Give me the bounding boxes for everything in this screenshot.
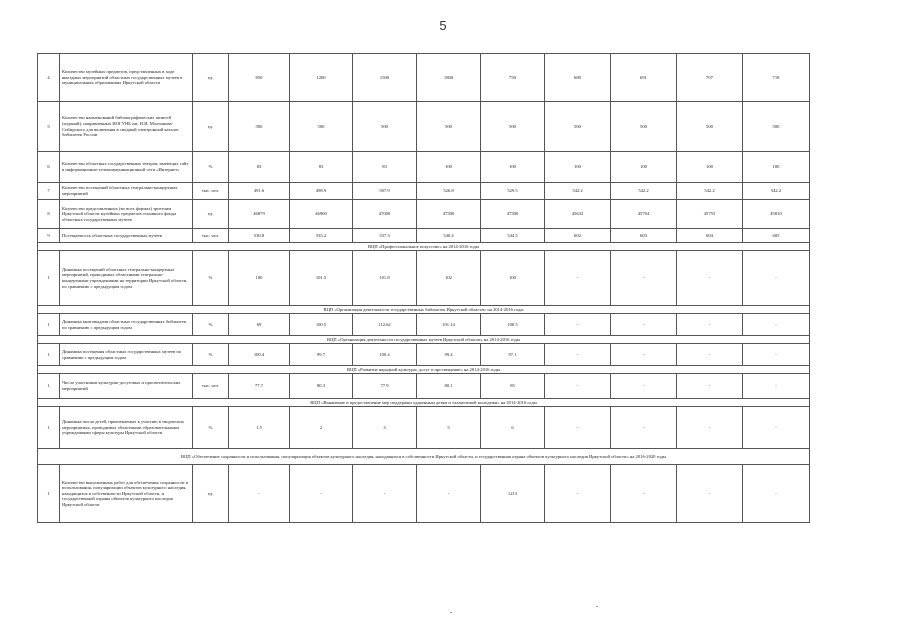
- indicator-name: Число участников культурно-досуговых и просветительских мероприятий: [60, 374, 193, 399]
- value-cell: 45755: [677, 200, 743, 229]
- unit-cell: ед.: [193, 102, 229, 152]
- value-cell: 604: [677, 229, 743, 243]
- section-title: ВЦП «Профессиональное искусство» на 2014-2016 годы: [38, 243, 810, 251]
- value-cell: 80.3: [290, 374, 353, 399]
- value-cell: -: [743, 465, 810, 523]
- value-cell: -: [611, 344, 677, 366]
- value-cell: 47500: [417, 200, 481, 229]
- indicator-name: Количество выполненных работ для обеспечения сохранности и использования, популяризации объектов культурного наследия, находящихся в собственности Иркутской области, и государственной охраны объектов культурного наследия Иркутской области: [60, 465, 193, 523]
- value-cell: 500: [545, 102, 611, 152]
- value-cell: 100.4: [353, 344, 417, 366]
- section-header-row: [38, 243, 810, 251]
- value-cell: -: [677, 251, 743, 306]
- value-cell: 101.8: [353, 251, 417, 306]
- table-row: [38, 314, 810, 336]
- value-cell: -: [353, 465, 417, 523]
- value-cell: 83: [353, 152, 417, 183]
- value-cell: 100: [481, 152, 545, 183]
- row-number: 1: [38, 251, 60, 306]
- value-cell: 100: [611, 152, 677, 183]
- indicators-table: [37, 53, 810, 523]
- value-cell: 100.4: [229, 344, 290, 366]
- value-cell: -: [677, 314, 743, 336]
- value-cell: -: [611, 314, 677, 336]
- table-row: [38, 102, 810, 152]
- value-cell: -: [677, 344, 743, 366]
- row-number: 5: [38, 102, 60, 152]
- value-cell: -: [417, 465, 481, 523]
- table-row: [38, 183, 810, 200]
- value-cell: 718: [743, 54, 810, 102]
- section-header-row: [38, 449, 810, 465]
- value-cell: 83: [229, 152, 290, 183]
- value-cell: 530.8: [229, 229, 290, 243]
- value-cell: 100.5: [290, 314, 353, 336]
- value-cell: 46900: [290, 200, 353, 229]
- value-cell: 1200: [290, 54, 353, 102]
- row-number: 1: [38, 465, 60, 523]
- value-cell: 77.9: [353, 374, 417, 399]
- value-cell: 605: [743, 229, 810, 243]
- value-cell: 112.62: [353, 314, 417, 336]
- value-cell: 1.5: [229, 407, 290, 449]
- value-cell: 500: [481, 102, 545, 152]
- section-title: ВЦП «Выявление и предоставление мер поддержки одаренным детям и талантливой молодежи» на 2014-2016 годы: [38, 399, 810, 407]
- value-cell: 100: [677, 152, 743, 183]
- value-cell: 47500: [481, 200, 545, 229]
- value-cell: 500: [417, 102, 481, 152]
- value-cell: -: [545, 407, 611, 449]
- table-row: [38, 251, 810, 306]
- unit-cell: тыс. чел.: [193, 374, 229, 399]
- value-cell: -: [611, 251, 677, 306]
- value-cell: 6: [481, 407, 545, 449]
- unit-cell: %: [193, 251, 229, 306]
- value-cell: -: [677, 407, 743, 449]
- section-title: ВЦП «Организация деятельности государственных музеев Иркутской области» на 2014-2016 годы: [38, 336, 810, 344]
- unit-cell: %: [193, 314, 229, 336]
- section-header-row: [38, 306, 810, 314]
- value-cell: 3: [353, 407, 417, 449]
- table-row: [38, 344, 810, 366]
- value-cell: -: [545, 344, 611, 366]
- table-row: [38, 152, 810, 183]
- table-row: [38, 374, 810, 399]
- row-number: 1: [38, 407, 60, 449]
- value-cell: 500: [229, 102, 290, 152]
- value-cell: 542.2: [545, 183, 611, 200]
- unit-cell: ед.: [193, 200, 229, 229]
- value-cell: 691: [611, 54, 677, 102]
- indicator-name: Посещаемость областных государственных музеев: [60, 229, 193, 243]
- value-cell: 97.1: [481, 344, 545, 366]
- value-cell: 77.7: [229, 374, 290, 399]
- value-cell: 1213: [481, 465, 545, 523]
- scan-speck: [450, 612, 452, 613]
- indicator-name: Количество наименований библиографических записей (изданий), направленных ИОГУНБ им. И.И. Молчанова-Сибирского для включения в сводный электронный каталог библиотек России: [60, 102, 193, 152]
- value-cell: -: [229, 465, 290, 523]
- value-cell: 100.5: [481, 314, 545, 336]
- row-number: 1: [38, 344, 60, 366]
- value-cell: 500: [677, 102, 743, 152]
- table-row: [38, 407, 810, 449]
- value-cell: 507.9: [353, 183, 417, 200]
- value-cell: 500: [290, 102, 353, 152]
- value-cell: 99.4: [417, 344, 481, 366]
- value-cell: -: [545, 314, 611, 336]
- value-cell: 47000: [353, 200, 417, 229]
- value-cell: 83: [290, 152, 353, 183]
- value-cell: 45704: [611, 200, 677, 229]
- indicator-name: Количество посещений областных театрально-концертных мероприятий: [60, 183, 193, 200]
- value-cell: 500: [611, 102, 677, 152]
- table-row: [38, 200, 810, 229]
- value-cell: 101.5: [290, 251, 353, 306]
- value-cell: 526.8: [417, 183, 481, 200]
- unit-cell: %: [193, 152, 229, 183]
- value-cell: 535.2: [290, 229, 353, 243]
- table-row: [38, 54, 810, 102]
- value-cell: 69: [229, 314, 290, 336]
- value-cell: 100: [545, 152, 611, 183]
- indicator-name: Динамика числа детей, привлекаемых к участию в творческих мероприятиях, проводимых областными образовательными учреждениями сферы культуры Иркутской области: [60, 407, 193, 449]
- value-cell: 542.2: [677, 183, 743, 200]
- value-cell: 102: [417, 251, 481, 306]
- value-cell: 85: [481, 374, 545, 399]
- unit-cell: %: [193, 407, 229, 449]
- value-cell: 100: [417, 152, 481, 183]
- unit-cell: ед.: [193, 465, 229, 523]
- value-cell: 542.2: [611, 183, 677, 200]
- section-header-row: [38, 399, 810, 407]
- page-number: 5: [439, 18, 447, 33]
- value-cell: 2: [290, 407, 353, 449]
- value-cell: 707: [677, 54, 743, 102]
- value-cell: 850: [229, 54, 290, 102]
- value-cell: 544.5: [481, 229, 545, 243]
- value-cell: 45632: [545, 200, 611, 229]
- value-cell: -: [743, 407, 810, 449]
- value-cell: -: [677, 374, 743, 399]
- value-cell: 603: [611, 229, 677, 243]
- indicator-name: Динамика посещения областных государственных музеев по сравнению с предыдущим годом: [60, 344, 193, 366]
- value-cell: -: [743, 314, 810, 336]
- section-header-row: [38, 336, 810, 344]
- value-cell: 540.4: [417, 229, 481, 243]
- row-number: 1: [38, 374, 60, 399]
- indicator-name: Динамика книговыдачи областных государственных библиотек по сравнению с предыдущим годом: [60, 314, 193, 336]
- value-cell: -: [611, 407, 677, 449]
- value-cell: -: [677, 465, 743, 523]
- value-cell: 100: [481, 251, 545, 306]
- value-cell: 537.3: [353, 229, 417, 243]
- value-cell: -: [611, 465, 677, 523]
- value-cell: 99.7: [290, 344, 353, 366]
- value-cell: 542.2: [743, 183, 810, 200]
- row-number: 4: [38, 54, 60, 102]
- value-cell: 491.6: [229, 183, 290, 200]
- value-cell: -: [545, 251, 611, 306]
- value-cell: -: [545, 465, 611, 523]
- scan-speck: [596, 606, 598, 607]
- value-cell: -: [743, 251, 810, 306]
- value-cell: 1800: [417, 54, 481, 102]
- value-cell: 80.1: [417, 374, 481, 399]
- indicator-name: Количество музейных предметов, представленных в ходе выездных мероприятий областных государственных музеев в муниципальных образованиях Иркутской области: [60, 54, 193, 102]
- value-cell: 498.9: [290, 183, 353, 200]
- value-cell: 680: [545, 54, 611, 102]
- indicator-name: Количество областных государственных театров, имеющих сайт в информационно-телекоммуникационной сети «Интернет»: [60, 152, 193, 183]
- value-cell: -: [290, 465, 353, 523]
- value-cell: 1500: [353, 54, 417, 102]
- value-cell: -: [743, 374, 810, 399]
- value-cell: 750: [481, 54, 545, 102]
- row-number: 8: [38, 200, 60, 229]
- value-cell: -: [545, 374, 611, 399]
- value-cell: 101.14: [417, 314, 481, 336]
- value-cell: 5: [417, 407, 481, 449]
- unit-cell: ед.: [193, 54, 229, 102]
- row-number: 9: [38, 229, 60, 243]
- indicator-name: Динамика посещений областных театрально-концертных мероприятий, проводимых областными театрально-концертными учреждениями на территории Иркутской области, по сравнению с предыдущим годом: [60, 251, 193, 306]
- value-cell: 500: [353, 102, 417, 152]
- row-number: 6: [38, 152, 60, 183]
- section-title: ВЦП «Развитие народной культуры, досуг и просвещение» на 2014-2016 годы: [38, 366, 810, 374]
- table-body: [38, 54, 810, 523]
- value-cell: 100: [229, 251, 290, 306]
- indicator-name: Количество представленных (во всех формах) зрителям Иркутской области музейных предметов основного фонда областных государственных музеев: [60, 200, 193, 229]
- table-row: [38, 465, 810, 523]
- value-cell: 500: [743, 102, 810, 152]
- section-title: ВЦП «Обеспечение сохранности и использования, популяризация объектов культурного наследия, находящихся в собственности Иркутской области, и государственная охрана объектов культурного наследия Иркутской области» на 2016-2020 годы: [38, 449, 810, 465]
- value-cell: -: [611, 374, 677, 399]
- value-cell: 46879: [229, 200, 290, 229]
- section-title: ВЦП «Организация деятельности государственных библиотек Иркутской области» на 2014-2016 годы: [38, 306, 810, 314]
- value-cell: 45810: [743, 200, 810, 229]
- value-cell: -: [743, 344, 810, 366]
- unit-cell: тыс. чел.: [193, 229, 229, 243]
- row-number: 7: [38, 183, 60, 200]
- value-cell: 529.5: [481, 183, 545, 200]
- section-header-row: [38, 366, 810, 374]
- unit-cell: %: [193, 344, 229, 366]
- row-number: 1: [38, 314, 60, 336]
- unit-cell: тыс. чел.: [193, 183, 229, 200]
- table-row: [38, 229, 810, 243]
- value-cell: 602: [545, 229, 611, 243]
- value-cell: 100: [743, 152, 810, 183]
